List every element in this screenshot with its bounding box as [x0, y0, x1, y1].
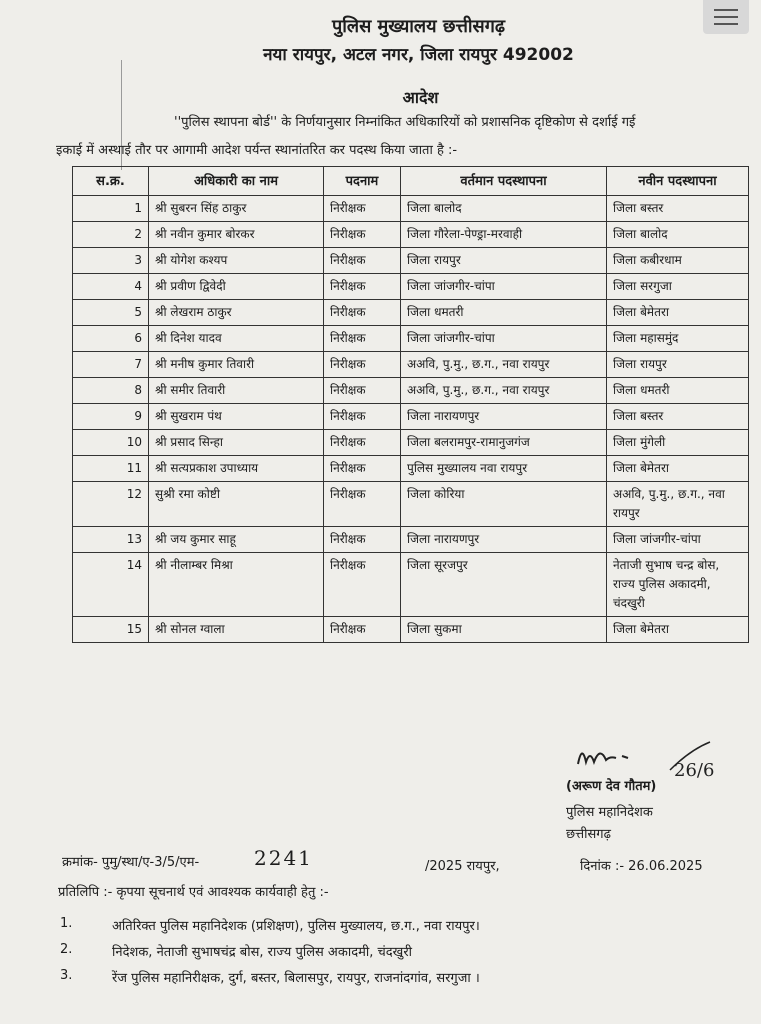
header-rank: पदनाम — [324, 167, 401, 196]
cell-current-posting: अअवि, पु.मु., छ.ग., नवा रायपुर — [401, 378, 607, 404]
cell-rank: निरीक्षक — [324, 617, 401, 643]
cell-sno: 15 — [73, 617, 149, 643]
copy-item-number: 2. — [60, 942, 73, 957]
order-date: दिनांक :- 26.06.2025 — [580, 859, 703, 874]
cell-sno: 4 — [73, 274, 149, 300]
cell-new-posting: जिला कबीरधाम — [607, 248, 749, 274]
signature-date: 26/6 — [674, 760, 715, 781]
cell-new-posting: जिला धमतरी — [607, 378, 749, 404]
cell-current-posting: अअवि, पु.मु., छ.ग., नवा रायपुर — [401, 352, 607, 378]
cell-sno: 5 — [73, 300, 149, 326]
cell-officer-name: श्री सुबरन सिंह ठाकुर — [149, 196, 324, 222]
cell-current-posting: पुलिस मुख्यालय नवा रायपुर — [401, 456, 607, 482]
header-new-posting: नवीन पदस्थापना — [607, 167, 749, 196]
cell-rank: निरीक्षक — [324, 196, 401, 222]
cell-rank: निरीक्षक — [324, 430, 401, 456]
cell-new-posting: नेताजी सुभाष चन्द्र बोस, राज्य पुलिस अकादमी, चंदखुरी — [607, 553, 749, 617]
cell-sno: 6 — [73, 326, 149, 352]
cell-new-posting: जिला बेमेतरा — [607, 456, 749, 482]
cell-new-posting: जिला मुंगेली — [607, 430, 749, 456]
cell-officer-name: श्री नवीन कुमार बोरकर — [149, 222, 324, 248]
copy-to-label: प्रतिलिपि :- कृपया सूचनार्थ एवं आवश्यक कार्यवाही हेतु :- — [58, 885, 329, 900]
cell-officer-name: श्री मनीष कुमार तिवारी — [149, 352, 324, 378]
cell-sno: 1 — [73, 196, 149, 222]
cell-rank: निरीक्षक — [324, 482, 401, 527]
table-row — [73, 430, 749, 456]
cell-rank: निरीक्षक — [324, 404, 401, 430]
cell-sno: 11 — [73, 456, 149, 482]
cell-new-posting: जिला महासमुंद — [607, 326, 749, 352]
table-row — [73, 352, 749, 378]
cell-current-posting: जिला नारायणपुर — [401, 527, 607, 553]
cell-officer-name: श्री योगेश कश्यप — [149, 248, 324, 274]
transfer-table — [72, 166, 749, 643]
cell-new-posting: अअवि, पु.मु., छ.ग., नवा रायपुर — [607, 482, 749, 527]
cell-officer-name: सुश्री रमा कोष्टी — [149, 482, 324, 527]
signatory-title: पुलिस महानिदेशक — [566, 805, 653, 820]
cell-officer-name: श्री प्रसाद सिन्हा — [149, 430, 324, 456]
cell-rank: निरीक्षक — [324, 378, 401, 404]
cell-sno: 14 — [73, 553, 149, 617]
order-title: आदेश — [402, 88, 439, 107]
header-name: अधिकारी का नाम — [149, 167, 324, 196]
cell-new-posting: जिला रायपुर — [607, 352, 749, 378]
office-title: पुलिस मुख्यालय छत्तीसगढ़ — [332, 16, 505, 37]
cell-rank: निरीक्षक — [324, 352, 401, 378]
office-address: नया रायपुर, अटल नगर, जिला रायपुर 492002 — [263, 45, 574, 65]
cell-rank: निरीक्षक — [324, 527, 401, 553]
copy-item-number: 3. — [60, 968, 73, 983]
cell-officer-name: श्री जय कुमार साहू — [149, 527, 324, 553]
table-row — [73, 248, 749, 274]
cell-rank: निरीक्षक — [324, 456, 401, 482]
table-header-row — [73, 167, 749, 196]
cell-new-posting: जिला सरगुजा — [607, 274, 749, 300]
cell-officer-name: श्री दिनेश यादव — [149, 326, 324, 352]
table-body — [73, 196, 749, 643]
order-number-label: क्रमांक- पुमु/स्था/ए-3/5/एम- — [62, 855, 200, 870]
copy-item-text: अतिरिक्त पुलिस महानिदेशक (प्रशिक्षण), पुलिस मुख्यालय, छ.ग., नवा रायपुर। — [112, 919, 480, 934]
table-row — [73, 378, 749, 404]
cell-current-posting: जिला सुकमा — [401, 617, 607, 643]
intro-line-1: ''पुलिस स्थापना बोर्ड'' के निर्णयानुसार निम्नांकित अधिकारियों को प्रशासनिक दृष्टिकोण से दर्शाई गई — [174, 115, 636, 130]
header-current-posting: वर्तमान पदस्थापना — [401, 167, 607, 196]
cell-rank: निरीक्षक — [324, 274, 401, 300]
table-row — [73, 456, 749, 482]
table-row — [73, 482, 749, 527]
cell-new-posting: जिला बालोद — [607, 222, 749, 248]
cell-rank: निरीक्षक — [324, 300, 401, 326]
cell-current-posting: जिला गौरेला-पेण्ड्रा-मरवाही — [401, 222, 607, 248]
cell-new-posting: जिला बस्तर — [607, 196, 749, 222]
signatory-state: छत्तीसगढ़ — [566, 827, 611, 842]
order-year-place: /2025 रायपुर, — [425, 859, 500, 874]
cell-current-posting: जिला कोरिया — [401, 482, 607, 527]
table-row — [73, 326, 749, 352]
cell-rank: निरीक्षक — [324, 248, 401, 274]
cell-current-posting: जिला रायपुर — [401, 248, 607, 274]
cell-current-posting: जिला नारायणपुर — [401, 404, 607, 430]
cell-current-posting: जिला सूरजपुर — [401, 553, 607, 617]
table-row — [73, 222, 749, 248]
cell-rank: निरीक्षक — [324, 553, 401, 617]
cell-officer-name: श्री सोनल ग्वाला — [149, 617, 324, 643]
cell-rank: निरीक्षक — [324, 222, 401, 248]
table-row — [73, 404, 749, 430]
cell-sno: 10 — [73, 430, 149, 456]
cell-current-posting: जिला बलरामपुर-रामानुजगंज — [401, 430, 607, 456]
cell-rank: निरीक्षक — [324, 326, 401, 352]
cell-new-posting: जिला जांजगीर-चांपा — [607, 527, 749, 553]
order-number: 2241 — [254, 846, 313, 870]
cell-current-posting: जिला जांजगीर-चांपा — [401, 274, 607, 300]
cell-officer-name: श्री लेखराम ठाकुर — [149, 300, 324, 326]
table-row — [73, 274, 749, 300]
cell-officer-name: श्री सुखराम पंथ — [149, 404, 324, 430]
table-row — [73, 527, 749, 553]
signatory-name: (अरूण देव गौतम) — [566, 779, 657, 794]
table-row — [73, 553, 749, 617]
cell-current-posting: जिला बालोद — [401, 196, 607, 222]
cell-sno: 12 — [73, 482, 149, 527]
cell-officer-name: श्री प्रवीण द्विवेदी — [149, 274, 324, 300]
table-row — [73, 196, 749, 222]
cell-sno: 2 — [73, 222, 149, 248]
cell-officer-name: श्री नीलाम्बर मिश्रा — [149, 553, 324, 617]
cell-sno: 8 — [73, 378, 149, 404]
cell-new-posting: जिला बेमेतरा — [607, 617, 749, 643]
cell-officer-name: श्री समीर तिवारी — [149, 378, 324, 404]
cell-current-posting: जिला जांजगीर-चांपा — [401, 326, 607, 352]
menu-icon-bar — [714, 9, 738, 11]
header-sno: स.क्र. — [73, 167, 149, 196]
cell-sno: 3 — [73, 248, 149, 274]
cell-sno: 13 — [73, 527, 149, 553]
cell-sno: 7 — [73, 352, 149, 378]
copy-item-text: रेंज पुलिस महानिरीक्षक, दुर्ग, बस्तर, बिलासपुर, रायपुर, राजनांदगांव, सरगुजा । — [112, 971, 480, 986]
cell-new-posting: जिला बस्तर — [607, 404, 749, 430]
cell-current-posting: जिला धमतरी — [401, 300, 607, 326]
cell-sno: 9 — [73, 404, 149, 430]
table-row — [73, 300, 749, 326]
table-row — [73, 617, 749, 643]
copy-item-text: निदेशक, नेताजी सुभाषचंद्र बोस, राज्य पुलिस अकादमी, चंदखुरी — [112, 945, 412, 960]
cell-officer-name: श्री सत्यप्रकाश उपाध्याय — [149, 456, 324, 482]
cell-new-posting: जिला बेमेतरा — [607, 300, 749, 326]
copy-item-number: 1. — [60, 916, 73, 931]
intro-line-2: इकाई में अस्थाई तौर पर आगामी आदेश पर्यन्त स्थानांतरित कर पदस्थ किया जाता है :- — [56, 143, 458, 158]
